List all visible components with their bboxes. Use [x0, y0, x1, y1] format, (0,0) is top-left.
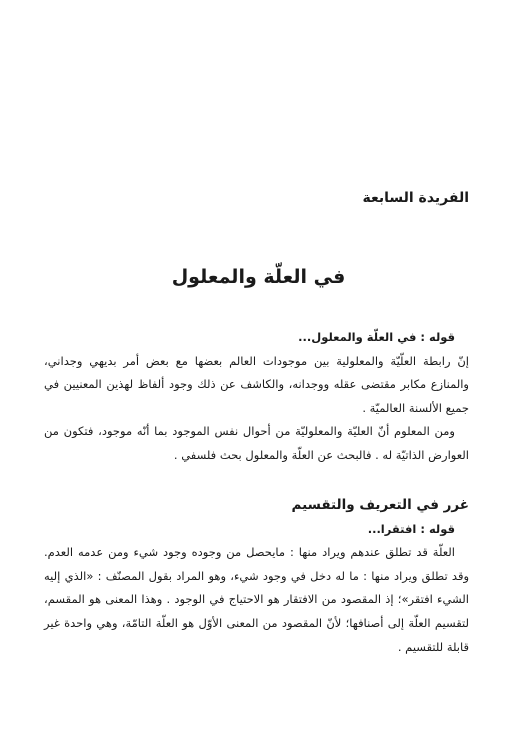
- paragraph: ومن المعلوم أنّ العليّة والمعلوليّة من أحوال نفس الموجود بما أنّه موجود، فتكون من العوارض الذاتيّة له . فالبحث عن العلّة والمعلول بحث فلسفي .: [44, 424, 469, 462]
- paragraph: إنّ رابطة العلّيّة والمعلولية بين موجودات العالم بعضها مع بعض أمر بديهي وجداني، والمنازع مكابر مقتضى عقله ووجدانه، والكاشف عن ذلك وجود ألفاظ لهذين المعنيين في جميع الألسنة العالميّة .: [44, 353, 469, 415]
- quote-line: قوله : افتقرا...: [367, 521, 455, 536]
- paragraph: العلّة قد تطلق عندهم ويراد منها : مايحصل من وجوده وجود شيء ومن عدمه العدم. وقد تطلق ويراد منها : ما له دخل في وجود شيء، وهو المراد بقول المصنّف : «الذي إليه الشيء افتقر»؛ إذ المقصود من الافتقار هو الاحتياج في الوجود . وهذا المعنى هو المقسم، لتقسيم العلّة إلى أصنافها؛ لأنّ المقصود من المعنى الأوّل هو العلّة التامّة، وهي واحدة غير قابلة للتقسيم .: [44, 545, 469, 654]
- section-heading: غرر في التعريف والتقسيم: [291, 496, 469, 513]
- body-text: [44, 326, 469, 659]
- chapter-label: الفريدة السابعة: [362, 190, 469, 206]
- quote-line: قوله : في العلّة والمعلول...: [298, 330, 455, 344]
- chapter-title: في العلّة والمعلول: [171, 266, 346, 288]
